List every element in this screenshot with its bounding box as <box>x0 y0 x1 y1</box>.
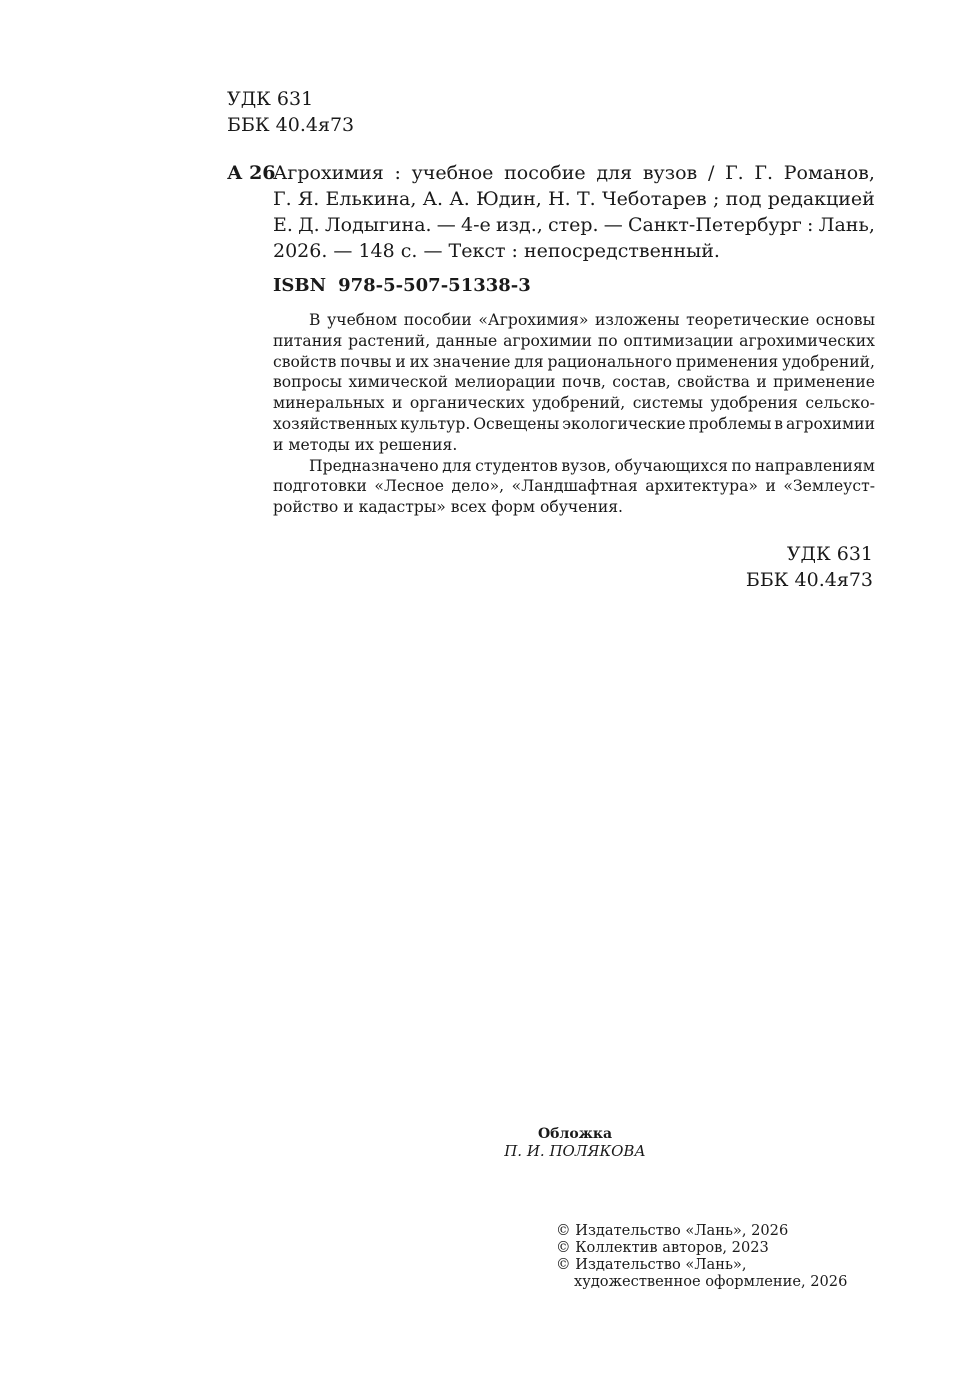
copyright-line: © Коллектив авторов, 2023 <box>556 1239 769 1256</box>
bibliographic-record <box>273 160 875 264</box>
annotation-line: хозяйственных культур. Освещены экологические проблемы в агрохимии <box>273 414 875 433</box>
biblio-line: 2026. — 148 с. — Текст : непосредственный. <box>273 240 720 262</box>
cover-designer-name: П. И. ПОЛЯКОВА <box>504 1142 646 1160</box>
annotation-line: Предназначено для студентов вузов, обучающихся по направлениям <box>309 456 875 475</box>
copyright-block <box>556 1222 847 1290</box>
copyright-line: © Издательство «Лань», 2026 <box>556 1222 789 1239</box>
annotation-line: свойств почвы и их значение для рационального применения удобрений, <box>273 352 875 371</box>
annotation-line: ройство и кадастры» всех форм обучения. <box>273 498 624 517</box>
copyright-line: © Издательство «Лань», <box>556 1256 747 1273</box>
annotation-line: питания растений, данные агрохимии по оптимизации агрохимических <box>273 331 875 350</box>
annotation-line: и методы их решения. <box>273 435 458 454</box>
annotation-line: вопросы химической мелиорации почв, состав, свойства и применение <box>273 373 875 392</box>
biblio-line: Е. Д. Лодыгина. — 4-е изд., стер. — Санкт-Петербург : Лань, <box>273 214 875 236</box>
annotation-line: минеральных и органических удобрений, системы удобрения сельско- <box>273 394 875 413</box>
bbk-code: ББК 40.4я73 <box>227 114 355 136</box>
copyright-line: художественное оформление, 2026 <box>574 1273 848 1290</box>
udk-bbk-top <box>227 86 354 138</box>
author-mark: А 26 <box>227 162 276 184</box>
bbk-code: ББК 40.4я73 <box>745 569 873 591</box>
isbn <box>273 274 531 298</box>
annotation-line: В учебном пособии «Агрохимия» изложены теоретические основы <box>309 311 875 329</box>
isbn-number: 978-5-507-51338-3 <box>338 275 531 296</box>
udk-code: УДК 631 <box>786 543 873 565</box>
udk-bbk-bottom <box>746 541 873 593</box>
biblio-line: Г. Я. Елькина, А. А. Юдин, Н. Т. Чеботарев ; под редакцией <box>273 188 875 210</box>
isbn-label: ISBN <box>273 275 327 296</box>
annotation-line: подготовки «Лесное дело», «Ландшафтная архитектура» и «Землеуст- <box>273 477 875 496</box>
biblio-line: Агрохимия : учебное пособие для вузов / Г. Г. Романов, <box>273 162 875 184</box>
annotation <box>273 310 875 518</box>
udk-code: УДК 631 <box>227 88 314 110</box>
cover-credit-label: Обложка <box>537 1126 613 1142</box>
